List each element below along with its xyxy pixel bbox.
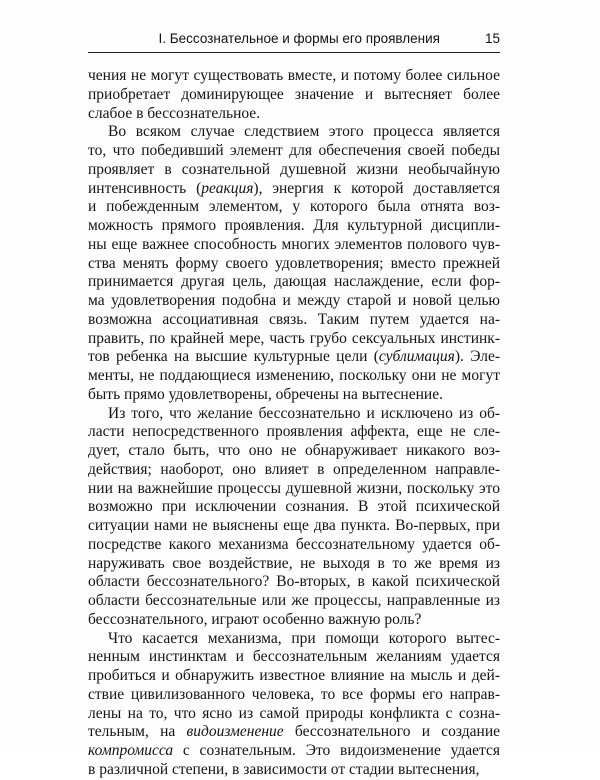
text-run: посредстве какого механизма бессознательному удается об- [88, 535, 500, 553]
text-line [88, 255, 500, 274]
text-run: лены на то, что ясно из самой природы конфликта с созна- [88, 704, 500, 722]
text-run: ства менять форму своего удовлетворения; вместо прежней [88, 254, 500, 272]
text-run: ны еще важнее способность многих элементов полового чув- [88, 235, 500, 253]
text-line [88, 105, 500, 124]
text-run: слабое в бессознательное. [88, 104, 261, 122]
text-run: Что касается механизма, при помощи которого вытес- [108, 629, 500, 647]
paragraph [88, 67, 500, 123]
text-run: бессознательного, играют особенно важную роль? [88, 610, 422, 628]
text-line [88, 573, 500, 592]
text-run: править, по крайней мере, часть грубо сексуальных инстинк- [88, 329, 500, 347]
text-run: и побежденным элементом, у которого была отнята воз- [88, 198, 500, 216]
text-line [88, 405, 500, 424]
text-run: ствие цивилизованного человека, то все формы его направ- [88, 685, 500, 703]
text-line [88, 161, 500, 180]
text-run: ), энергия к которой доставляется [253, 179, 500, 197]
text-run: быть прямо удовлетворены, обречены на вытеснение. [88, 385, 443, 403]
text-run: то, что победивший элемент для обеспечения своей победы [88, 142, 500, 159]
text-line [88, 292, 500, 311]
text-line [88, 648, 500, 667]
emphasis-term: сублимация [378, 348, 455, 366]
emphasis-term: реакция [201, 179, 254, 197]
text-line [88, 348, 500, 367]
text-line [88, 742, 500, 761]
text-line [88, 611, 500, 630]
text-run: пробиться и обнаружить известное влияние на мысль и дей- [88, 667, 500, 684]
running-header [88, 30, 500, 53]
text-line [88, 667, 500, 686]
text-run: ма удовлетворения подобна и между старой и новой целью [88, 292, 500, 309]
emphasis-term: компромисса [88, 742, 174, 759]
text-line [88, 311, 500, 330]
text-line [88, 367, 500, 386]
text-line [88, 180, 500, 199]
emphasis-term: видоизменение [186, 723, 284, 741]
text-line [88, 498, 500, 517]
text-run: менты, не поддающиеся изменению, поскольку они не могут [88, 367, 500, 384]
text-line [88, 686, 500, 705]
text-run: тов ребенка на высшие культурные цели ( [88, 348, 379, 366]
body-text [88, 67, 500, 780]
text-run: области бессознательного? Во-вторых, в какой психической [88, 573, 500, 591]
text-run: ). Эле- [454, 348, 500, 366]
text-line [88, 480, 500, 499]
text-line [88, 592, 500, 611]
text-run: принимается другая цель, дающая наслаждение, если фор- [88, 273, 500, 291]
text-line [88, 198, 500, 217]
page-number: 15 [484, 31, 500, 46]
text-run: бессознательного и создание [283, 723, 500, 741]
text-line [88, 273, 500, 292]
text-run: с сознательным. Это видоизменение удается [173, 742, 500, 759]
text-run: возможно при исключении сознания. В этой психической [88, 498, 500, 516]
chapter-title: I. Бессознательное и формы его проявления [158, 31, 440, 46]
text-run: ситуации нами не выяснены еще два пункта. Во-первых, при [88, 517, 500, 534]
paragraph [88, 123, 500, 404]
text-run: в различной степени, в зависимости от стадии вытеснения, [88, 760, 480, 778]
text-run: действия; наоборот, оно влияет в определенном направле- [88, 460, 500, 478]
text-line [88, 386, 500, 405]
text-line [88, 705, 500, 724]
text-run: интенсивность ( [88, 179, 202, 197]
text-line [88, 723, 500, 742]
text-run: ненным инстинктам и бессознательным желаниям удается [88, 648, 500, 666]
text-line [88, 442, 500, 461]
text-run: Во всяком случае следствием этого процесса является [108, 123, 500, 141]
paragraph [88, 405, 500, 630]
text-line [88, 330, 500, 349]
text-line [88, 236, 500, 255]
text-run: возможна ассоциативная связь. Таким путем удается на- [88, 310, 500, 328]
text-line [88, 461, 500, 480]
text-run: тельным, на [88, 723, 187, 741]
text-line [88, 761, 500, 780]
text-line [88, 67, 500, 86]
text-line [88, 555, 500, 574]
text-run: чения не могут существовать вместе, и потому более сильное [88, 67, 500, 84]
text-run: проявляет в сознательной душевной жизни необычайную [88, 160, 500, 178]
text-line [88, 217, 500, 236]
text-line [88, 423, 500, 442]
text-run: дует, стало быть, что оно не обнаруживает никакого воз- [88, 442, 500, 459]
text-run: Из того, что желание бессознательно и исключено из об- [108, 404, 500, 422]
paragraph [88, 630, 500, 780]
text-run: нии на важнейшие процессы душевной жизни, поскольку это [88, 479, 500, 497]
text-run: приобретает доминирующее значение и вытесняет более [88, 85, 500, 103]
text-run: наруживать свое воздействие, не выходя в то же время из [88, 554, 500, 572]
text-line [88, 536, 500, 555]
text-run: области бессознательные или же процессы, направленные из [88, 592, 500, 609]
text-line [88, 142, 500, 161]
text-run: ласти непосредственного проявления аффекта, еще не сле- [88, 423, 500, 441]
text-line [88, 123, 500, 142]
text-line [88, 630, 500, 649]
text-run: можность прямого проявления. Для культурной дисципли- [88, 217, 500, 234]
text-line [88, 517, 500, 536]
text-line [88, 86, 500, 105]
